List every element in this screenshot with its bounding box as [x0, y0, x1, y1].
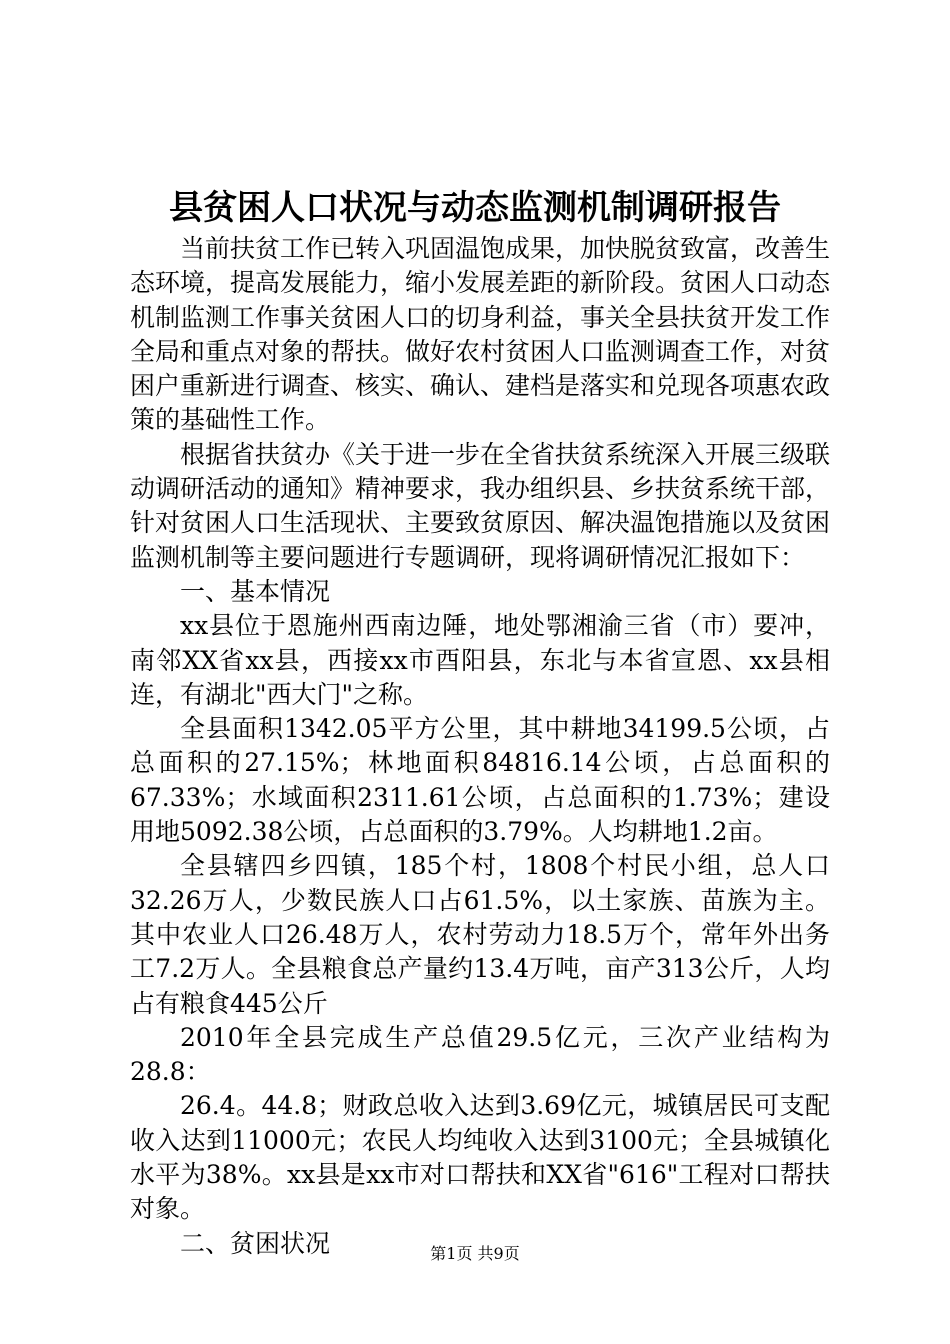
section-heading-basic: 一、基本情况 [180, 576, 331, 606]
document-title: 县贫困人口状况与动态监测机制调研报告 [169, 188, 781, 228]
paragraph-intro: 当前扶贫工作已转入巩固温饱成果，加快脱贫致富，改善生态环境，提高发展能力，缩小发展差距的新阶段。贫困人口动态机制监测工作事关贫困人口的切身利益，事关全县扶贫开发工作全局和重点对象的帮扶。做好农村贫困人口监测调查工作，对贫困户重新进行调查、核实、确认、建档是落实和兑现各项惠农政策的基础性工作。 [130, 234, 831, 435]
paragraph-population: 全县辖四乡四镇，185个村，1808个村民小组，总人口32.26万人，少数民族人口占61.5%，以土家族、苗族为主。其中农业人口26.48万人，农村劳动力18.5万个，常年外出务工7.2万人。全县粮食总产量约13.4万吨，亩产313公斤，人均占有粮食445公斤 [130, 851, 830, 1018]
paragraph-location: xx县位于恩施州西南边陲，地处鄂湘渝三省（市）要冲，南邻XX省xx县，西接xx市酉阳县，东北与本省宣恩、xx县相连，有湖北"西大门"之称。 [130, 611, 830, 709]
paragraph-area: 全县面积1342.05平方公里，其中耕地34199.5公顷，占总面积的27.15%；林地面积84816.14公顷，占总面积的67.33%；水域面积2311.61公顷，占总面积的1.73%；建设用地5092.38公顷，占总面积的3.79%。人均耕地1.2亩。 [130, 714, 830, 847]
page-footer: 第1页 共9页 [430, 1244, 520, 1263]
document-body [130, 232, 830, 1261]
paragraph-basis: 根据省扶贫办《关于进一步在全省扶贫系统深入开展三级联动调研活动的通知》精神要求，我办组织县、乡扶贫系统干部，针对贫困人口生活现状、主要致贫原因、解决温饱措施以及贫困监测机制等主要问题进行专题调研，现将调研情况汇报如下： [130, 439, 831, 572]
paragraph-gdp: 2010年全县完成生产总值29.5亿元，三次产业结构为28.8： [130, 1022, 830, 1087]
section-heading-poverty: 二、贫困状况 [180, 1228, 331, 1258]
paragraph-income: 26.4。44.8；财政总收入达到3.69亿元，城镇居民可支配收入达到11000元；农民人均纯收入达到3100元；全县城镇化水平为38%。xx县是xx市对口帮扶和XX省"616"工程对口帮扶对象。 [130, 1091, 830, 1224]
